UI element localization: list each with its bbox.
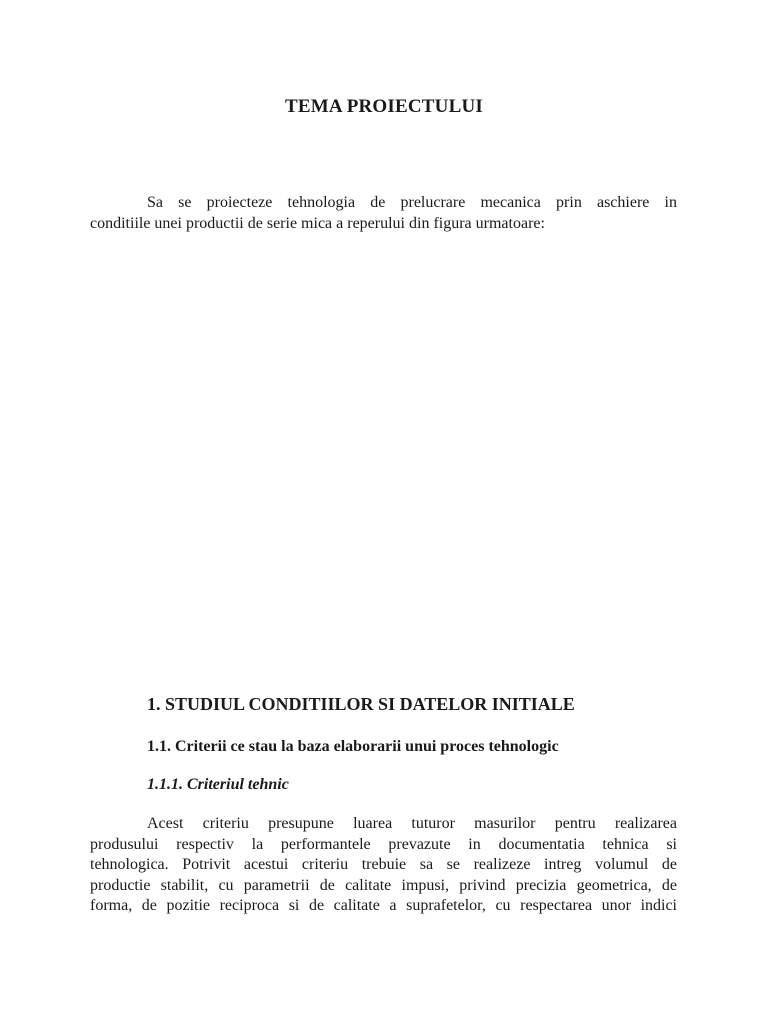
section-heading: 1. STUDIUL CONDITIILOR SI DATELOR INITIALE bbox=[147, 694, 575, 714]
document-title: TEMA PROIECTULUI bbox=[285, 96, 483, 117]
intro-line-2: conditiile unei productii de serie mica a reperului din figura urmatoare: bbox=[90, 214, 545, 232]
figure-placeholder bbox=[90, 245, 677, 665]
intro-line-1: Sa se proiecteze tehnologia de prelucrare mecanica prin aschiere in bbox=[147, 194, 677, 211]
body-line-5: forma, de pozitie reciproca si de calitate a suprafetelor, cu respectarea unor indici bbox=[90, 897, 677, 914]
body-line-4: productie stabilit, cu parametrii de calitate impusi, privind precizia geometrica, de bbox=[90, 876, 677, 894]
body-line-3: tehnologica. Potrivit acestui criteriu trebuie sa se realizeze intreg volumul de bbox=[90, 856, 677, 873]
body-line-2: produsului respectiv la performantele prevazute in documentatia tehnica si bbox=[90, 835, 677, 853]
subsubsection-heading: 1.1.1. Criteriul tehnic bbox=[147, 776, 289, 793]
body-paragraph bbox=[90, 814, 677, 917]
subsection-heading: 1.1. Criterii ce stau la baza elaborarii unui proces tehnologic bbox=[147, 738, 559, 755]
body-line-1: Acest criteriu presupune luarea tuturor masurilor pentru realizarea bbox=[147, 815, 677, 832]
intro-paragraph bbox=[90, 193, 677, 234]
